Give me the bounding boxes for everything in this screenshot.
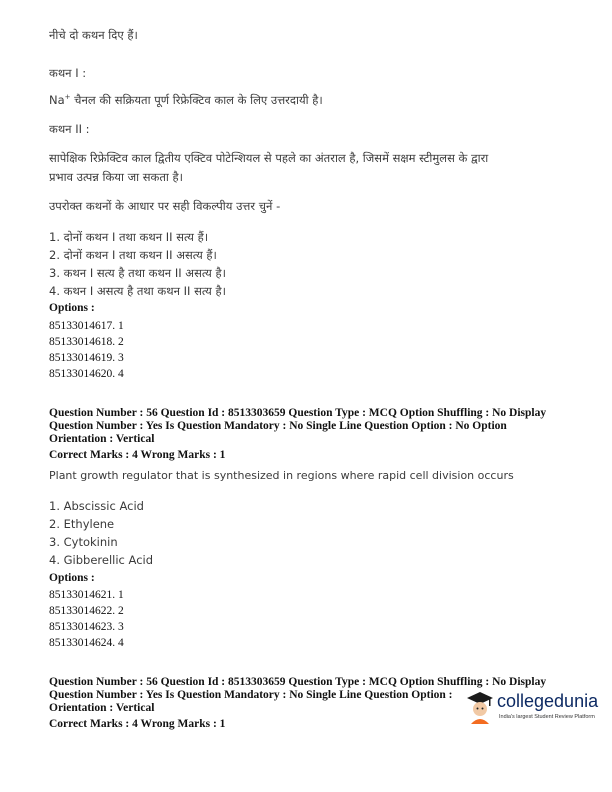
q1-option: 85133014617. 1 xyxy=(49,320,124,332)
q1-choice: 3. कथन I सत्य है तथा कथन II असत्य है। xyxy=(49,266,226,280)
q2-options-list xyxy=(49,587,124,651)
q1-choice-list xyxy=(49,230,226,302)
q2-marks: Correct Marks : 4 Wrong Marks : 1 xyxy=(49,449,226,461)
q1-option: 85133014620. 4 xyxy=(49,368,124,380)
q1-statement2-label: कथन II : xyxy=(49,122,90,136)
q3-header-line2: Question Number : Yes Is Question Mandatory : No Single Line Question Option : xyxy=(49,689,453,701)
q2-option: 85133014622. 2 xyxy=(49,605,124,617)
q2-choice: 4. Gibberellic Acid xyxy=(49,553,154,567)
q2-header-line2: Question Number : Yes Is Question Mandatory : No Single Line Question Option : No Option xyxy=(49,420,507,432)
q2-option: 85133014624. 4 xyxy=(49,637,124,649)
q1-instruction: उपरोक्त कथनों के आधार पर सही विकल्पीय उत्तर चुनें - xyxy=(49,199,281,213)
q2-question: Plant growth regulator that is synthesized in regions where rapid cell division occurs xyxy=(49,469,514,482)
q1-choice: 2. दोनों कथन I तथा कथन II असत्य हैं। xyxy=(49,248,217,262)
q3-header-line1: Question Number : 56 Question Id : 8513303659 Question Type : MCQ Option Shuffling : No Display xyxy=(49,676,547,688)
q3-header-line3: Orientation : Vertical xyxy=(49,702,155,714)
q1-options-list xyxy=(49,318,124,382)
q2-choice: 1. Abscissic Acid xyxy=(49,499,144,513)
q1-options-label: Options : xyxy=(49,302,95,314)
q2-choice: 2. Ethylene xyxy=(49,517,115,531)
q1-statement2-line2: प्रभाव उत्पन्न किया जा सकता है। xyxy=(49,170,184,184)
q2-choice: 3. Cytokinin xyxy=(49,535,118,549)
logo-wordmark: collegedunia xyxy=(497,691,599,711)
q1-choice: 4. कथन I असत्य है तथा कथन II सत्य है। xyxy=(49,284,226,298)
q1-statement1: Na+ चैनल की सक्रियता पूर्ण रिफ्रेक्टिव काल के लिए उत्तरदायी है। xyxy=(49,93,323,107)
q1-statement2-line1: सापेक्षिक रिफ्रेक्टिव काल द्वितीय एक्टिव पोटेन्शियल से पहले का अंतराल है, जिसमें सक्षम स्टीमुलस के द्वारा xyxy=(49,151,489,165)
q1-choice: 1. दोनों कथन I तथा कथन II सत्य हैं। xyxy=(49,230,209,244)
q3-marks: Correct Marks : 4 Wrong Marks : 1 xyxy=(49,718,226,730)
logo-tagline: India's largest Student Review Platform xyxy=(499,714,595,720)
q2-header-line1: Question Number : 56 Question Id : 8513303659 Question Type : MCQ Option Shuffling : No Display xyxy=(49,407,547,419)
graduate-mascot-icon xyxy=(465,690,495,724)
q2-option: 85133014623. 3 xyxy=(49,621,124,633)
q2-options-label: Options : xyxy=(49,572,95,584)
q2-choice-list xyxy=(49,499,153,571)
q1-option: 85133014618. 2 xyxy=(49,336,124,348)
q2-header-line3: Orientation : Vertical xyxy=(49,433,155,445)
q1-option: 85133014619. 3 xyxy=(49,352,124,364)
q1-statement1-label: कथन I : xyxy=(49,66,87,80)
collegedunia-logo xyxy=(465,688,605,732)
q2-option: 85133014621. 1 xyxy=(49,589,124,601)
q1-intro: नीचे दो कथन दिए हैं। xyxy=(49,28,138,42)
